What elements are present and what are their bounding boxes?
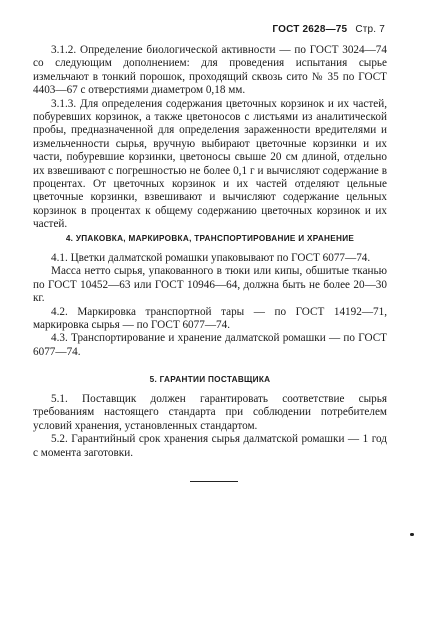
section-3-continuation: [33, 44, 387, 232]
page-header: [272, 24, 385, 35]
paragraph-4-3: 4.3. Транспортирование и хранение далматской ромашки — по ГОСТ 6077—74.: [33, 332, 387, 358]
section-5-body: [33, 393, 387, 460]
paragraph-4-2: 4.2. Маркировка транспортной тары — по ГОСТ 14192—71, маркировка сырья — по ГОСТ 6077—74.: [33, 305, 387, 332]
end-divider: [190, 481, 238, 482]
margin-mark: [410, 533, 414, 536]
section-5-heading: 5. ГАРАНТИИ ПОСТАВЩИКА: [149, 375, 271, 384]
paragraph-3-1-2: 3.1.2. Определение биологической активности — по ГОСТ 3024—74 со следующим дополнением: для проведения испытания сырье измельчают в тонкий порошок, проходящий сквозь сито № 35 по ГОСТ 4403—67 с отверстиями диаметром 0,18 мм.: [33, 44, 387, 97]
paragraph-5-1: 5.1. Поставщик должен гарантировать соответствие сырья требованиям настоящего стандарта при соблюдении потребителем условий хранения, установленных стандартом.: [33, 393, 387, 432]
paragraph-4-1-mass: Масса нетто сырья, упакованного в тюки или кипы, обшитые тканью по ГОСТ 10452—63 или ГОСТ 10946—64, должна быть не более 20—30 кг.: [33, 265, 387, 305]
paragraph-3-1-3: 3.1.3. Для определения содержания цветочных корзинок и их частей, побуревших корзинок, а также цветоносов с листьями из аналитической пробы, предназначенной для определения зараженности вредителями и измельченности сырья, вручную выбирают цветочные корзинки и их части, побуревшие корзинки, цветоносы свыше 20 см длиной, отдельно их взвешивают с погрешностью не более 0,1 г и вычисляют содержание в процентах. От цветочных корзинок и их частей отделяют цельные цветочные корзинки, взвешивают и вычисляют содержание цельных корзинок в процентах к общему содержанию цветочных корзинок и их частей.: [33, 97, 387, 231]
paragraph-5-2: 5.2. Гарантийный срок хранения сырья далматской ромашки — 1 год с момента заготовки.: [33, 433, 387, 459]
page-number: Стр. 7: [355, 24, 385, 35]
section-4-body: [33, 252, 387, 359]
paragraph-4-1: 4.1. Цветки далматской ромашки упаковывают по ГОСТ 6077—74.: [51, 252, 371, 264]
section-4-heading: 4. УПАКОВКА, МАРКИРОВКА, ТРАНСПОРТИРОВАНИЕ И ХРАНЕНИЕ: [65, 234, 355, 243]
standard-number: ГОСТ 2628—75: [272, 24, 348, 35]
